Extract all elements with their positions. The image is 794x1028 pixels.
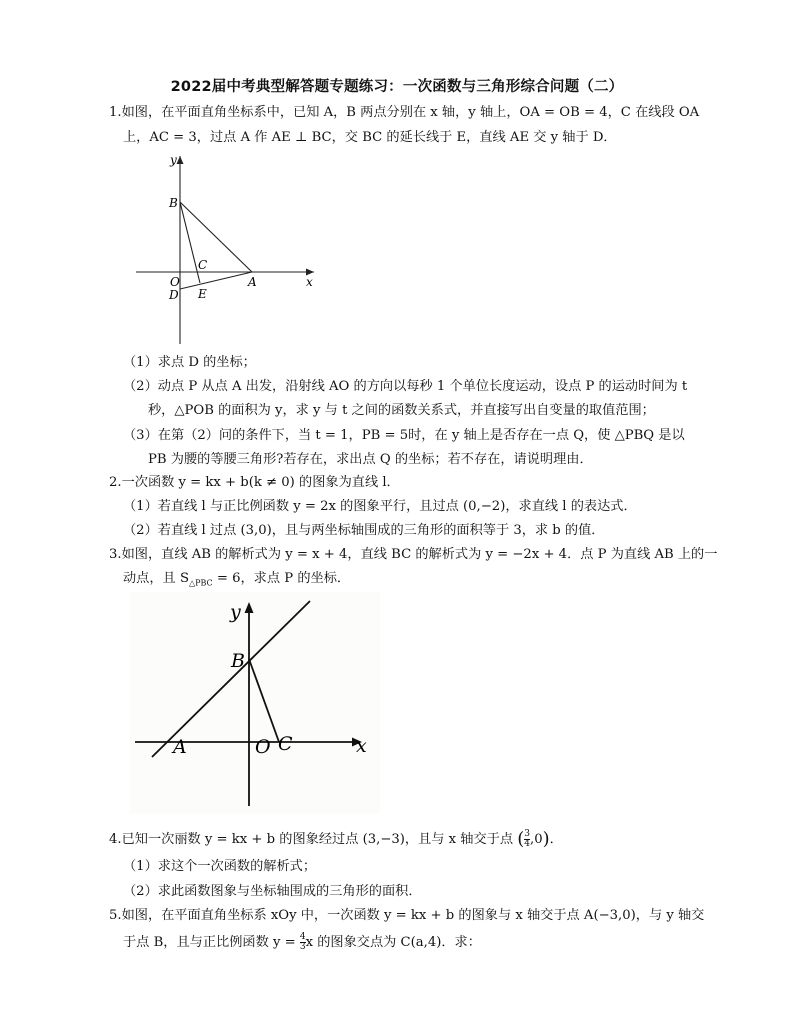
q3-label-o: O — [255, 736, 271, 758]
q1-label-c: C — [198, 258, 208, 272]
q4-frac-den: 4 — [524, 839, 530, 849]
q1-sub2a: （2）动点 P 从点 A 出发，沿射线 AO 的方向以每秒 1 个单位长度运动，设点 P 的运动时间为 t — [123, 379, 688, 394]
q4-line1: 4.已知一次丽数 y = kx + b 的图象经过点 (3,−3)，且与 x 轴交于点 ( $\frac{3}{4}$ ,0)． — [109, 828, 563, 850]
q1-label-e: E — [198, 287, 207, 301]
q3-label-a: A — [173, 736, 187, 758]
q4-sub2: （2）求此函数图象与坐标轴围成的三角形的面积． — [123, 884, 422, 899]
q1-label-a: A — [248, 275, 257, 289]
q1-label-x: x — [306, 275, 313, 289]
q3-figure — [130, 592, 380, 814]
q3-label-b: B — [231, 650, 245, 672]
q2-line1: 2.一次函数 y = kx + b(k ≠ 0) 的图象为直线 l． — [109, 475, 400, 490]
q5-line1: 5.如图，在平面直角坐标系 xOy 中，一次函数 y = kx + b 的图象与 x 轴交于点 A(−3,0)，与 y 轴交 — [109, 908, 705, 923]
q3-line2 — [123, 570, 350, 593]
q4-sub1: （1）求这个一次函数的解析式； — [123, 859, 317, 874]
q1-line1: 1.如图，在平面直角坐标系中，已知 A，B 两点分别在 x 轴，y 轴上，OA = OB = 4，C 在线段 OA — [109, 105, 700, 120]
q1-sub2b: 秒，△POB 的面积为 y，求 y 与 t 之间的函数关系式，并直接写出自变量的取值范围； — [148, 403, 655, 418]
q1-line2: 上，AC = 3，过点 A 作 AE ⊥ BC，交 BC 的延长线于 E，直线 AE 交 y 轴于 D． — [123, 130, 617, 145]
q5-line2-start: 于点 B，且与正比例函数 y = — [123, 935, 300, 950]
q3-line2-end: = 6，求点 P 的坐标． — [212, 571, 351, 586]
q1-segment-ad — [180, 272, 252, 289]
q1-segment-be — [180, 202, 200, 283]
q4-frac-num: 3 — [524, 829, 530, 839]
q2-sub2: （2）若直线 l 过点 (3,0)，且与两坐标轴围成的三角形的面积等于 3，求 b 的值． — [123, 523, 605, 538]
q1-sub3a: （3）在第（2）问的条件下，当 t = 1，PB = 5时，在 y 轴上是否存在一点 Q，使 △PBQ 是以 — [123, 428, 685, 443]
page-title: 2022届中考典型解答题专题练习：一次函数与三角形综合问题（二） — [170, 79, 624, 95]
q2-sub1: （1）若直线 l 与正比例函数 y = 2x 的图象平行，且过点 (0,−2)，求直线 l 的表达式． — [123, 499, 637, 514]
q3-line2-start: 动点，且 S — [123, 571, 189, 586]
q4-line1-end: ,0 — [530, 832, 543, 847]
q3-line1: 3.如图，直线 AB 的解析式为 y = x + 4，直线 BC 的解析式为 y = −2x + 4．点 P 为直线 AB 上的一 — [109, 547, 718, 562]
q1-label-y: y — [170, 153, 177, 167]
q1-label-d: D — [169, 288, 179, 302]
q5-line2 — [123, 933, 481, 952]
q5-frac-den: 3 — [299, 942, 306, 952]
q3-label-c: C — [278, 733, 293, 755]
q1-label-o: O — [170, 275, 180, 289]
q1-sub3b: PB 为腰的等腰三角形?若存在，求出点 Q 的坐标；若不存在，请说明理由． — [148, 452, 593, 467]
q5-frac-num: 4 — [299, 932, 306, 942]
q3-label-x: x — [356, 735, 367, 757]
q1-segment-ab — [180, 202, 252, 272]
q1-sub1: （1）求点 D 的坐标； — [123, 355, 256, 370]
q1-figure — [128, 148, 328, 348]
q3-figure-bg — [130, 592, 380, 814]
q3-label-y: y — [230, 601, 241, 623]
q1-label-b: B — [169, 196, 178, 210]
q4-line1-text: 4.已知一次丽数 y = kx + b 的图象经过点 (3,−3)，且与 x 轴交于点 — [109, 832, 518, 847]
q5-line2-end: x 的图象交点为 C(a,4)．求： — [305, 935, 481, 950]
q3-line2-subscript: △PBC — [188, 578, 213, 588]
q1-y-arrow — [177, 156, 184, 164]
